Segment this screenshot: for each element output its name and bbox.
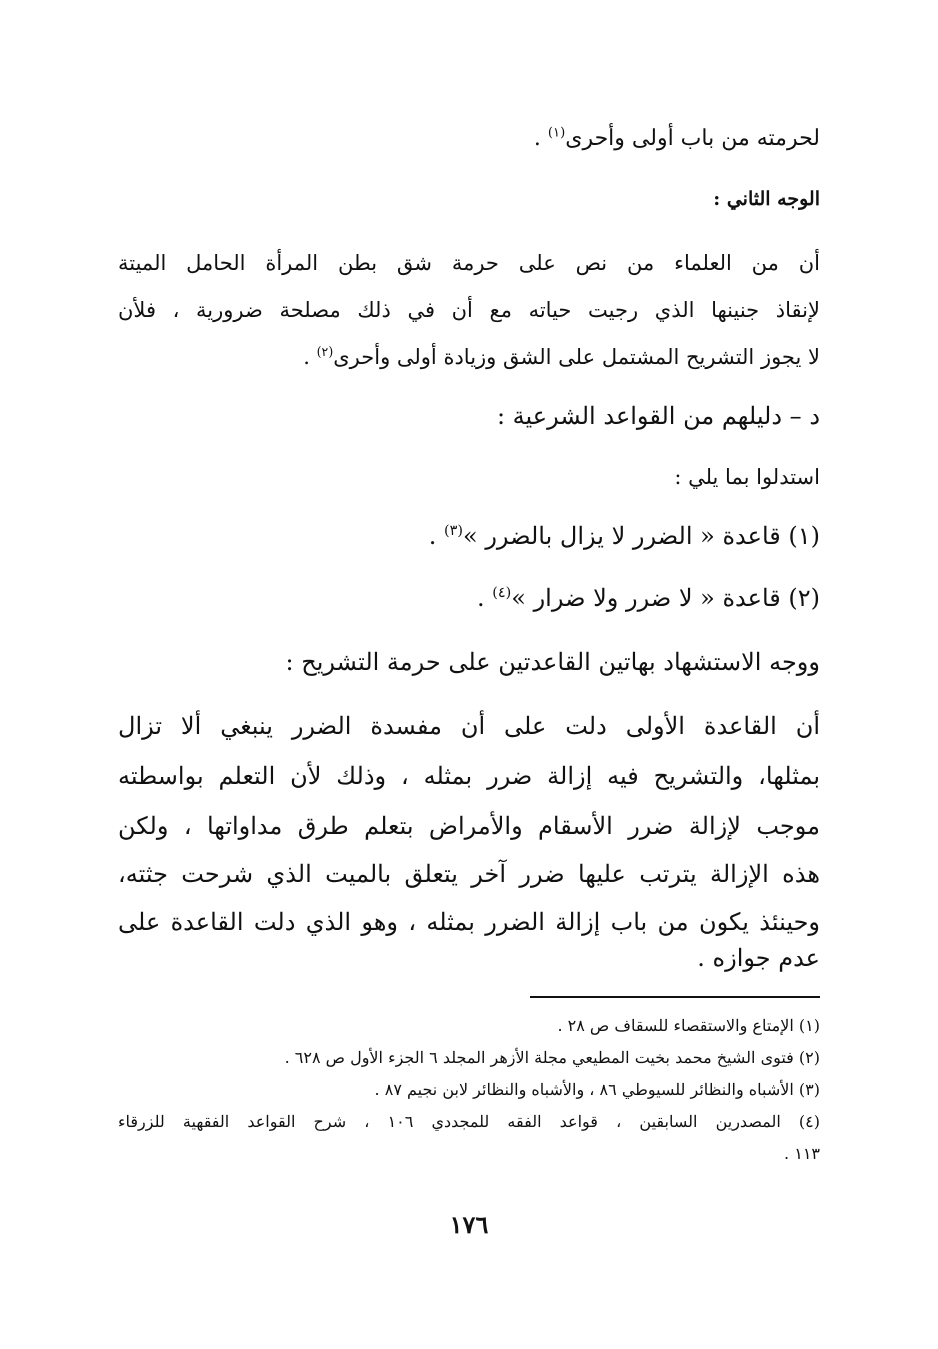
footnote-separator bbox=[530, 996, 820, 998]
intro-line: استدلوا بما يلي : bbox=[674, 465, 820, 489]
footnote-3: (٣) الأشباه والنظائر للسيوطي ٨٦ ، والأشباه والنظائر لابن نجيم ٨٧ . bbox=[374, 1080, 820, 1099]
footnote-4: (٤) المصدرين السابقين ، قواعد الفقه للمجددي ١٠٦ ، شرح القواعد الفقهية للزرقاء bbox=[118, 1112, 820, 1131]
paragraph-line: أن من العلماء من نص على حرمة شق بطن المرأة الحامل الميتة bbox=[118, 251, 820, 275]
section-heading-d: د – دليلهم من القواعد الشرعية : bbox=[496, 402, 820, 430]
page-number: ١٧٦ bbox=[449, 1210, 489, 1239]
footnote-ref-1[interactable]: (١) bbox=[547, 125, 566, 141]
footnote-ref-2[interactable]: (٢) bbox=[316, 344, 334, 359]
paragraph-line: عدم جوازه . bbox=[697, 944, 820, 972]
footnote-4-continuation: ١١٣ . bbox=[784, 1144, 820, 1163]
paragraph-line: هذه الإزالة يترتب عليها ضرر آخر يتعلق بالميت الذي شرحت جثته، bbox=[118, 860, 820, 888]
footnote-1: (١) الإمتاع والاستقصاء للسقاف ص ٢٨ . bbox=[557, 1016, 820, 1035]
reason-heading: ووجه الاستشهاد بهاتين القاعدتين على حرمة التشريح : bbox=[285, 648, 820, 676]
paragraph-line: أن القاعدة الأولى دلت على أن مفسدة الضرر ينبغي ألا تزال bbox=[118, 712, 820, 740]
footnote-ref-4[interactable]: (٤) bbox=[492, 585, 512, 601]
paragraph-line: لإنقاذ جنينها الذي رجيت حياته مع أن في ذلك مصلحة ضرورية ، فلأن bbox=[118, 298, 820, 322]
paragraph-line: وحينئذ يكون من باب إزالة الضرر بمثله ، وهو الذي دلت القاعدة على bbox=[118, 908, 820, 936]
rule-item-2: (٢) قاعدة « لا ضرر ولا ضرار »$^{(٤)}$ . bbox=[477, 584, 820, 612]
paragraph-line: موجب لإزالة ضرر الأسقام والأمراض بتعلم طرق مداواتها ، ولكن bbox=[118, 812, 820, 840]
paragraph-line: لا يجوز التشريح المشتمل على الشق وزيادة أولى وأحرى$^{(٢)}$ . bbox=[303, 344, 820, 369]
footnote-2: (٢) فتوى الشيخ محمد بخيت المطيعي مجلة الأزهر المجلد ٦ الجزء الأول ص ٦٢٨ . bbox=[284, 1048, 820, 1067]
paragraph-line: بمثلها، والتشريح فيه إزالة ضرر بمثله ، وذلك لأن التعلم بواسطته bbox=[118, 762, 820, 790]
footnote-ref-3[interactable]: (٣) bbox=[444, 523, 464, 539]
continuation-line: لحرمته من باب أولى وأحرى$^{(١)}$ . bbox=[533, 125, 820, 151]
heading-second-aspect: الوجه الثاني : bbox=[713, 188, 820, 210]
rule-item-1: (١) قاعدة « الضرر لا يزال بالضرر »$^{(٣)}$ . bbox=[428, 522, 820, 550]
